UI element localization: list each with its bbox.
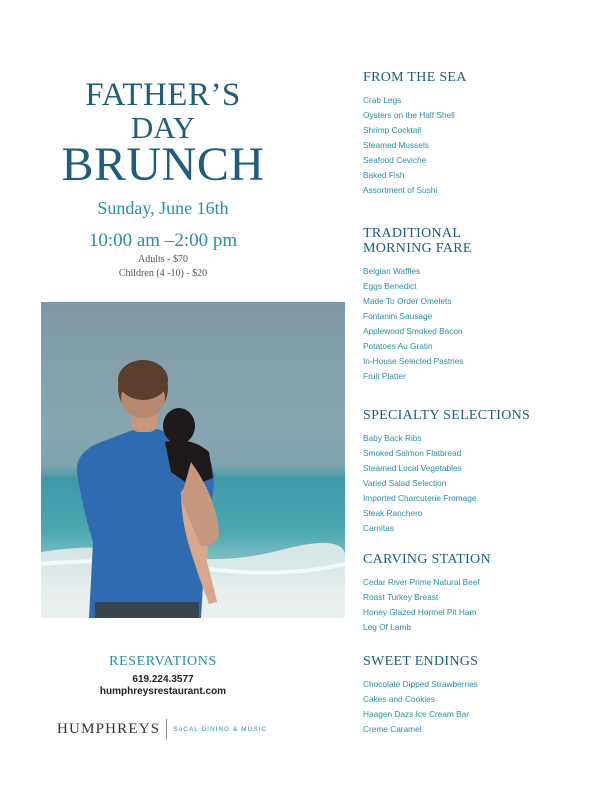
title-line-brunch: BRUNCH [61, 138, 265, 191]
menu-item-list [363, 677, 603, 737]
menu-item: Varied Salad Selection [363, 478, 447, 488]
menu-item: Steamed Local Vegetables [363, 463, 462, 473]
menu-item: Oysters on the Half Shell [363, 110, 455, 120]
menu-item: Leg Of Lamb [363, 622, 411, 632]
logo-tagline: SoCAL DINING & MUSIC [173, 725, 268, 733]
reservations-phone[interactable]: 619.224.3577 [132, 674, 194, 685]
menu-section-specialty-selections [363, 408, 603, 536]
menu-item: Cedar River Prime Natural Beef [363, 577, 480, 587]
menu-item: Roast Turkey Breast [363, 592, 439, 602]
menu-item: Baked Fish [363, 170, 405, 180]
menu-section-from-the-sea [363, 70, 603, 198]
menu-item: Honey Glazed Hormel Pit Ham [363, 607, 477, 617]
section-title-line1: TRADITIONAL [363, 226, 462, 241]
children-price: Children (4 -10) - $20 [118, 268, 208, 279]
menu-item: Applewood Smoked Bacon [363, 326, 463, 336]
menu-item: Imported Charcuterie Fromage [363, 493, 477, 503]
title-line-fathers: FATHER’S [85, 77, 241, 113]
photo-illustration [41, 302, 345, 618]
section-title: SPECIALTY SELECTIONS [363, 408, 531, 423]
menu-item: Chocolate Dipped Strawberries [363, 679, 478, 689]
menu-item: Carnitas [363, 523, 394, 533]
menu-item: Steamed Mussels [363, 140, 429, 150]
menu-item: Fontanini Sausage [363, 311, 433, 321]
menu-item: Creme Caramel [363, 724, 422, 734]
section-title: CARVING STATION [363, 552, 491, 567]
section-title: SWEET ENDINGS [363, 654, 479, 669]
menu-item: Made To Order Omelets [363, 296, 452, 306]
father-and-child-beach-photo [41, 302, 345, 618]
menu-section-sweet-endings [363, 654, 603, 737]
menu-item-list [363, 264, 603, 384]
reservations-website[interactable]: humphreysrestaurant.com [99, 686, 227, 697]
menu-item: Belgian Waffles [363, 266, 421, 276]
section-title: FROM THE SEA [363, 70, 467, 85]
menu-item: Crab Legs [363, 95, 402, 105]
menu-item: Eggs Benedict [363, 281, 417, 291]
menu-item: Seafood Ceviche [363, 155, 427, 165]
reservations-title: RESERVATIONS [109, 654, 217, 669]
menu-item: In-House Selected Pastries [363, 356, 464, 366]
menu-item: Shrimp Cocktail [363, 125, 422, 135]
menu-section-traditional-morning-fare [363, 226, 603, 384]
menu-item-list [363, 431, 603, 536]
menu-item: Steak Ranchero [363, 508, 423, 518]
menu-item-list [363, 575, 603, 635]
adults-price: Adults - $70 [138, 254, 188, 265]
section-title-line2: MORNING FARE [363, 241, 472, 256]
menu-item: Potatoes Au Gratin [363, 341, 433, 351]
menu-item-list [363, 93, 603, 198]
event-date: Sunday, June 16th [97, 198, 229, 218]
event-time: 10:00 am –2:00 pm [88, 230, 238, 251]
menu-item: Cakes and Cookies [363, 694, 435, 704]
menu-item: Haagen Dazs Ice Cream Bar [363, 709, 470, 719]
logo-wordmark: HUMPHREYS [57, 720, 161, 737]
humphreys-logo [57, 719, 267, 739]
title-line-day: DAY [130, 110, 196, 145]
logo-divider [166, 719, 167, 739]
menu-item: Assortment of Sushi [363, 185, 438, 195]
menu-section-carving-station [363, 552, 603, 635]
menu-item: Smoked Salmon Flatbread [363, 448, 462, 458]
menu-item: Fruit Platter [363, 371, 406, 381]
menu-item: Baby Back Ribs [363, 433, 422, 443]
